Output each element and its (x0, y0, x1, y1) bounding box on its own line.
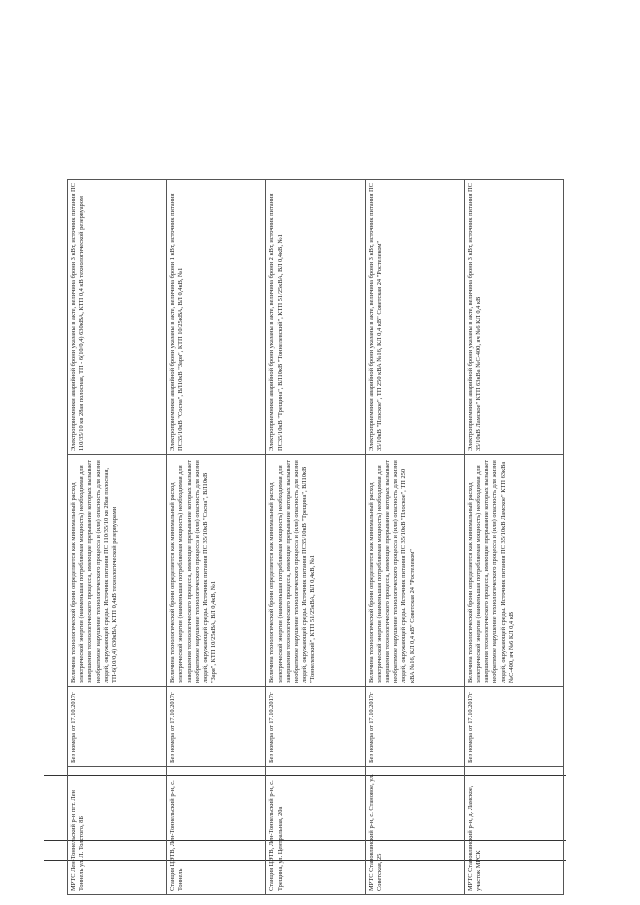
cell-number: Без номера от 17.10.2017г (68, 687, 167, 767)
cell-reserve: Электроприемники аварийной брони указаны в акте, величина брони 3 кВт, источник питания ПС 35/10кВ Ламское" КТП 63кВа №С-400, яч №6 КЛ 0,4 кВ (464, 180, 563, 455)
cell-location: Станция ЦЭТВ, Лен-Тоннельский р-н, с. Тоннель (167, 767, 266, 895)
cell-location: МРТС Становлянский р-н, д. Ламское, участок МРСК (464, 767, 563, 895)
cell-location: Станция ЦЭТВ, Лен-Тоннельский р-н, с. Трещина, ул. Центральная, 20а (266, 767, 365, 895)
cell-number: Без номера от 17.10.2017г (266, 687, 365, 767)
cell-number: Без номера от 17.10.2017г (464, 687, 563, 767)
table-row (266, 180, 365, 895)
cell-reserve: Электроприемники аварийной брони указаны в акте, величина брони 2 кВт, источник питания ПС35/10кВ "Трещина", ВЛ10кВ "Тоннелевский", КТП 51/25кВА, ВЛ 0,4кВ, №1 (266, 180, 365, 455)
cell-number: Без номера от 17.10.2017г (167, 687, 266, 767)
cell-description: Величина технологической брони определяется как минимальный расход электрической энергии (наименьшая потребляемая мощность) необходимая для завершения технологического процесса, имеющие прерывание которых вызывает необратимое нарушение технологического процесса и (или) опасность для жизни людей, окружающей среды. Источник питания ПС 110/35/10 кв 28ая полосная, ТП-6(10/0,4) 630кВА, КТП 0,4кВ технологической резервуарами (68, 455, 167, 687)
cell-location: МРТС Становлянский р-н, с. Становое, ул. Советская, 25 (365, 767, 464, 895)
table-row (167, 180, 266, 895)
table-row (464, 180, 563, 895)
reserve-table (67, 179, 564, 895)
cell-description: Величина технологической брони определяется как минимальный расход электрической энергии (наименьшая потребляемая мощность) необходимая для завершения технологического процесса, имеющие прерывание которых вызывает необратимое нарушение технологического процесса и (или) опасность для жизни людей, окружающей среды. Источник питания ПС35/10кВ "Трещина", ВЛ10кВ "Тоннелевский", КТП 51/25кВА, ВЛ 0,4кВ, №1 (266, 455, 365, 687)
cell-description: Величина технологической брони определяется как минимальный расход электрической энергии (наименьшая потребляемая мощность) необходимая для завершения технологического процесса, имеющие прерывание которых вызывает необратимое нарушение технологического процесса и (или) опасность для жизни людей, окружающей среды. Источник питания ПС 35/10кВ "Сосна", ВЛ10кВ "Заря", КТП 10/25кВА, ВЛ 0,4кВ, №1 (167, 455, 266, 687)
cell-reserve: Электроприемники аварийной брони указаны в акте, величина брони 3 кВт, источник питания ПС 35/10кВ "Плоское", ТП 250 кВА №16, КЛ 0,4 кВ" Советская 24 "Ростелеком" (365, 180, 464, 455)
cell-number: Без номера от 17.10.2017г (365, 687, 464, 767)
cell-description: Величина технологической брони определяется как минимальный расход электрической энергии (наименьшая потребляемая мощность) необходимая для завершения технологического процесса, имеющие прерывание которых вызывает необратимое нарушение технологического процесса и (или) опасность для жизни людей, окружающей среды. Источник питания ПС 35/10кВ "Плоское", ТП 250 кВА №16, КЛ 0,4 кВ" Советская 24 "Ростелеком" (365, 455, 464, 687)
cell-description: Величина технологической брони определяется как минимальный расход электрической энергии (наименьшая потребляемая мощность) необходимая для завершения технологического процесса, имеющие прерывание которых вызывает необратимое нарушение технологического процесса и (или) опасность для жизни людей, окружающей среды. Источник питания ПС 35/10кВ Ламское" КТП 63кВа №С-400, яч №6 КЛ 0,4 кВ (464, 455, 563, 687)
table-row (68, 180, 167, 895)
cell-reserve: Электроприемники аварийной брони указаны в акте, величина брони 1 кВт, источник питания ПС35/10кВ "Сосна", ВЛ10кВ "Заря", КТП 10/25кВА, ВЛ 0,4кВ, №1 (167, 180, 266, 455)
rotated-table-wrapper (67, 180, 564, 895)
cell-reserve: Электроприемники аварийной брони указаны в акте, величина брони 3 кВт, источник питания ПС 110/35/10 кв 28ая полосная, ТП - 6(10/0,4) 630кВА, КТП 0,4 кВ технологической резервуаром (68, 180, 167, 455)
cell-location: МРТС Лен-Тоннельский р-н пгт. Лен Тоннель ул. Л. Толстого, 8Б (68, 767, 167, 895)
table-row (365, 180, 464, 895)
